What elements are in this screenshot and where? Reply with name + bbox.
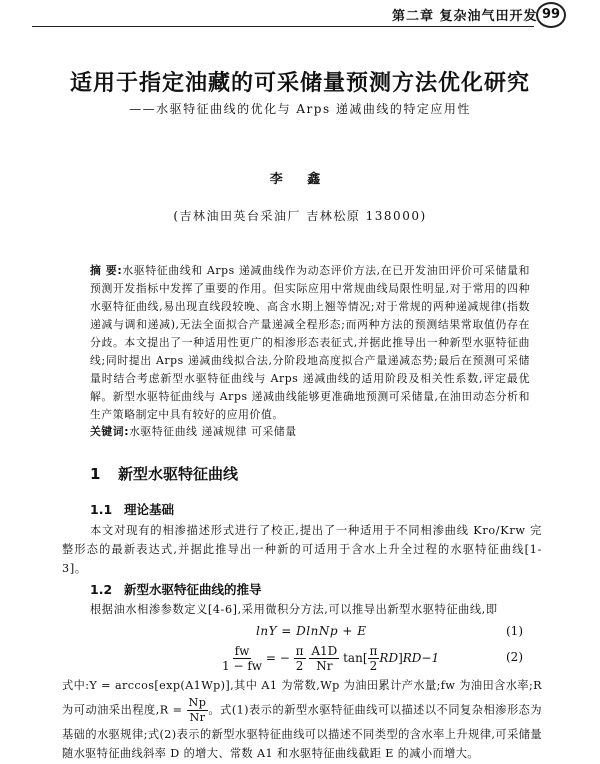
subsection-heading: [90, 580, 262, 598]
equation-1: lnY = DlnNp + E: [256, 624, 367, 638]
author-name: 李 鑫: [269, 172, 331, 187]
paper-subtitle: ——水驱特征曲线的优化与 Arps 递减曲线的特定应用性: [129, 102, 471, 116]
paragraph-derivation: 根据油水相渗参数定义[4-6],采用微积分方法,可以推导出新型水驱特征曲线,即: [90, 603, 498, 616]
affiliation: (吉林油田英台采油厂 吉林松原 138000): [173, 209, 427, 223]
subsection-heading: [90, 500, 174, 518]
keywords-label: 关键词:: [90, 425, 130, 438]
eq2-inner-fraction: $\frac{\pi}{2}$: [369, 644, 378, 673]
subsection-title: 理论基础: [124, 502, 175, 517]
subsection-number: 1.1: [90, 502, 113, 517]
page-number: 99: [536, 2, 566, 28]
keywords: [90, 424, 530, 439]
equation-2-number: (2): [506, 650, 523, 664]
r-fraction: $\frac{Np}{Nr}$: [188, 695, 207, 724]
running-head: 第二章 复杂油气田开发: [392, 9, 538, 24]
abstract-text: 水驱特征曲线和 Arps 递减曲线作为动态评价方法,在已开发油田评价可采储量和预测开发指标中发挥了重要的作用。但实际应用中常规曲线局限性明显,对于常用的四种水驱特征曲线,易出现直线段较晚、高含水期上翘等情况;对于常规的两种递减规律(指数递减与调和递减),无法全面拟合产量递减全程形态;而两种方法的预测结果常取值仍存在分歧。本文提出了一种适用性更广的相渗形态表征式,并据此推导出一种新型水驱特征曲线;同时提出 Arps 递减曲线拟合法,分阶段地高度拟合产量递减态势;最后在预测可采储量时结合考虑新型水驱特征曲线与 Arps 递减曲线的适用阶段及相关性系数,评定最优解。新型水驱特征曲线与 Arps 递减曲线能够更准确地预测可采储量,在油田动态分析和生产策略制定中具有较好的应用价值。: [90, 264, 530, 421]
section-heading: [90, 463, 238, 484]
paragraph-explanation: 式中:Y = arccos[exp(A1Wp)],其中 A1 为常数,Wp 为油田累计产水量;fw 为油田含水率;R 为可动油采出程度,R = $\frac{Np}{Nr}$ 。式(1)表示的新型水驱特征曲线可以描述以不同复杂相渗形态为基础的水驱规律;式(2)表示的新型水驱特征曲线可以描述不同类型的含水率上升规律,可采储量随水驱特征曲线斜率 D 的增大、常数 A1 和水驱特征曲线截距 E 的减小而增大。: [62, 679, 542, 760]
equation-2: $\frac{fw}{1 - fw}$ = − $\frac{\pi}{2}$ $\frac{A1D}{Nr}$ tan[ $\frac{\pi}{2}$ RD]RD−1: [222, 644, 440, 673]
subsection-number: 1.2: [90, 582, 113, 597]
section-title: 新型水驱特征曲线: [118, 465, 239, 483]
paper-title: 适用于指定油藏的可采储量预测方法优化研究: [69, 71, 530, 96]
abstract: [90, 262, 530, 424]
paragraph-theory: 本文对现有的相渗描述形式进行了校正,提出了一种适用于不同相渗曲线 Kro/Krw 完整形态的最新表达式,并据此推导出一种新的可适用于含水上升全过程的水驱特征曲线[1-3]。: [62, 524, 542, 575]
header-divider: [32, 26, 534, 27]
section-number: 1: [90, 465, 101, 483]
eq2-lhs-fraction: $\frac{fw}{1 - fw}$: [222, 644, 263, 673]
equation-1-number: (1): [506, 624, 523, 638]
subsection-title: 新型水驱特征曲线的推导: [124, 582, 262, 597]
eq2-coef-fraction: $\frac{\pi}{2}$: [295, 644, 304, 673]
abstract-label: 摘 要:: [90, 264, 123, 277]
keywords-text: 水驱特征曲线 递减规律 可采储量: [129, 425, 297, 438]
eq2-k-fraction: $\frac{A1D}{Nr}$: [311, 644, 338, 673]
